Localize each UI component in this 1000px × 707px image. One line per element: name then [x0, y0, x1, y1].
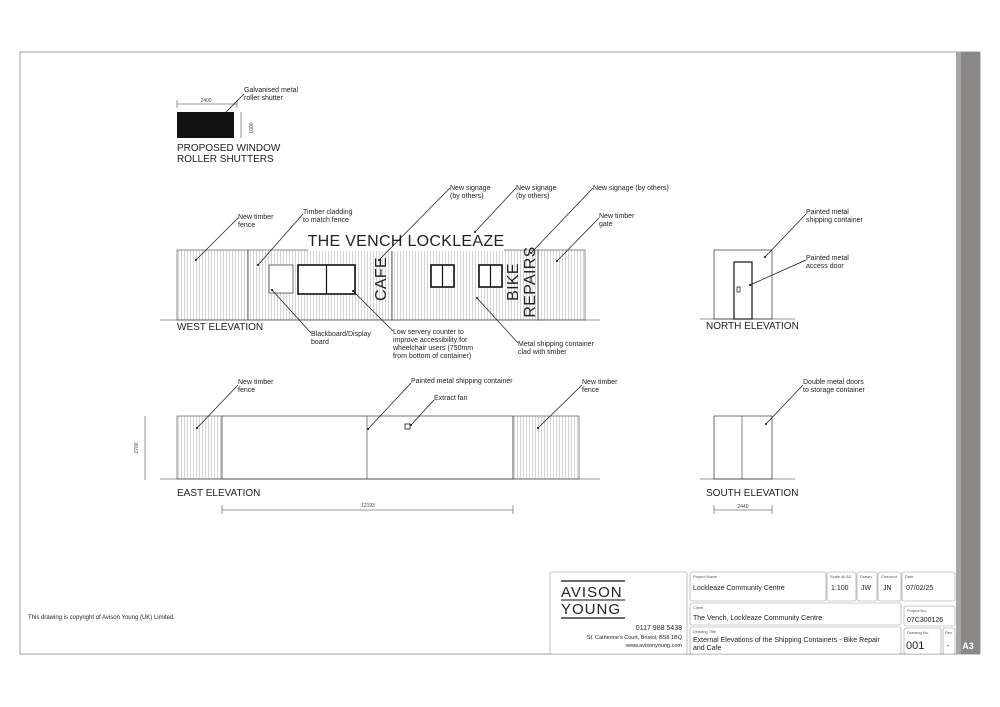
tb-project-no: 07C300126 — [907, 617, 944, 624]
note-board-2: board — [311, 339, 329, 346]
tb-phone: 0117 988 5438 — [635, 625, 682, 632]
tb-client: The Vench, Lockleaze Community Centre — [693, 615, 823, 622]
shutter-block — [177, 112, 234, 138]
note-signage-a-1: New signage — [450, 185, 491, 192]
tb-date: 07/02/25 — [906, 585, 934, 592]
extract-fan — [405, 424, 410, 429]
east-elevation-title: EAST ELEVATION — [177, 488, 261, 499]
note-signage-a-2: (by others) — [450, 193, 484, 200]
tb-address: St. Catherine's Court, Bristol, BS8 1BQ — [586, 635, 682, 641]
note-north-container-1: Painted metal — [806, 209, 849, 216]
tb-project-no-label: Project No. — [907, 608, 927, 613]
title-block — [550, 572, 974, 654]
tb-scale: 1:100 — [831, 585, 849, 592]
east-fence-right — [513, 416, 579, 479]
note-counter-3: wheelchair users (750mm — [393, 345, 474, 352]
note-clad-2: clad with timber — [518, 349, 567, 356]
tb-checked-label: Checked — [881, 574, 897, 579]
note-cladding-2: to match fence — [303, 217, 349, 224]
south-width-dim: 2440 — [737, 504, 749, 510]
shutter-title-1: PROPOSED WINDOW — [177, 143, 281, 154]
tb-checked: JN — [883, 585, 892, 592]
sign-main: THE VENCH LOCKLEAZE — [307, 233, 505, 250]
note-east-fence-left-2: fence — [238, 387, 256, 394]
note-west-fence-1: New timber — [238, 214, 274, 221]
note-cladding-1: Timber cladding — [303, 209, 353, 216]
tb-drawing-no-label: Drawing No. — [907, 630, 930, 635]
tb-project-name: Lockleaze Community Centre — [693, 585, 785, 592]
logo-line-1: AVISON — [561, 584, 623, 601]
shutter-note-2: roller shutter — [244, 95, 283, 102]
shutter-width-dim: 2400 — [200, 98, 212, 104]
tb-client-label: Client — [693, 605, 704, 610]
note-signage-c: New signage (by others) — [593, 185, 669, 192]
sign-bike: BIKE — [505, 263, 522, 301]
note-south-doors-2: to storage container — [803, 387, 865, 394]
east-height-dim: 2700 — [134, 442, 140, 454]
note-clad-1: Metal shipping container — [518, 341, 594, 348]
east-container — [222, 416, 513, 479]
sheet-border — [20, 52, 980, 654]
note-extract-fan: Extract fan — [434, 395, 468, 402]
sign-repairs: REPAIRS — [522, 246, 539, 318]
tb-project-name-label: Project Name — [693, 574, 718, 579]
note-north-door-1: Painted metal — [806, 255, 849, 262]
tb-drawn-label: Drawn — [860, 574, 872, 579]
shutter-height-dim: 1000 — [249, 122, 255, 134]
shutter-title-2: ROLLER SHUTTERS — [177, 154, 274, 165]
note-south-doors-1: Double metal doors — [803, 379, 864, 386]
west-fence-left — [177, 250, 248, 320]
south-container — [714, 416, 772, 479]
east-length-dim: 12193 — [361, 503, 375, 509]
shutter-note-1: Galvanised metal — [244, 87, 299, 94]
note-counter-2: improve accessibility for — [393, 337, 468, 344]
note-north-container-2: shipping container — [806, 217, 863, 224]
tb-rev: - — [947, 643, 950, 650]
tb-drawing-title-1: External Elevations of the Shipping Containers - Bike Repair — [693, 637, 880, 644]
tb-rev-label: Rev. — [945, 630, 953, 635]
blackboard — [269, 265, 293, 293]
note-gate-2: gate — [599, 221, 613, 228]
tb-drawing-title-2: and Cafe — [693, 645, 722, 652]
west-elevation-title: WEST ELEVATION — [177, 322, 264, 333]
note-east-fence-right-2: fence — [582, 387, 600, 394]
tb-drawing-no: 001 — [906, 640, 925, 652]
tb-date-label: Date — [905, 574, 914, 579]
note-signage-b-2: (by others) — [516, 193, 550, 200]
note-north-door-2: access door — [806, 263, 844, 270]
note-board-1: Blackboard/Display — [311, 331, 371, 338]
north-elevation-title: NORTH ELEVATION — [706, 321, 799, 332]
tb-scale-label: Scale @ A3 — [830, 574, 851, 579]
west-gate — [538, 250, 585, 320]
note-west-fence-2: fence — [238, 222, 256, 229]
south-elevation-title: SOUTH ELEVATION — [706, 488, 799, 499]
note-gate-1: New timber — [599, 213, 635, 220]
tb-drawn: JW — [861, 585, 872, 592]
tb-drawing-title-label: Drawing Title — [693, 629, 717, 634]
tb-sheet-size: A3 — [962, 641, 974, 651]
note-east-container: Painted metal shipping container — [411, 378, 513, 385]
copyright-note: This drawing is copyright of Avison Young (UK) Limited. — [28, 615, 175, 621]
note-east-fence-right-1: New timber — [582, 379, 618, 386]
note-counter-4: from bottom of container) — [393, 353, 472, 360]
note-signage-b-1: New signage — [516, 185, 557, 192]
tb-web: www.avisonyoung.com — [626, 643, 682, 649]
note-counter-1: Low servery counter to — [393, 329, 464, 336]
logo-line-2: YOUNG — [561, 601, 622, 618]
note-east-fence-left-1: New timber — [238, 379, 274, 386]
sign-cafe: CAFE — [373, 257, 390, 301]
